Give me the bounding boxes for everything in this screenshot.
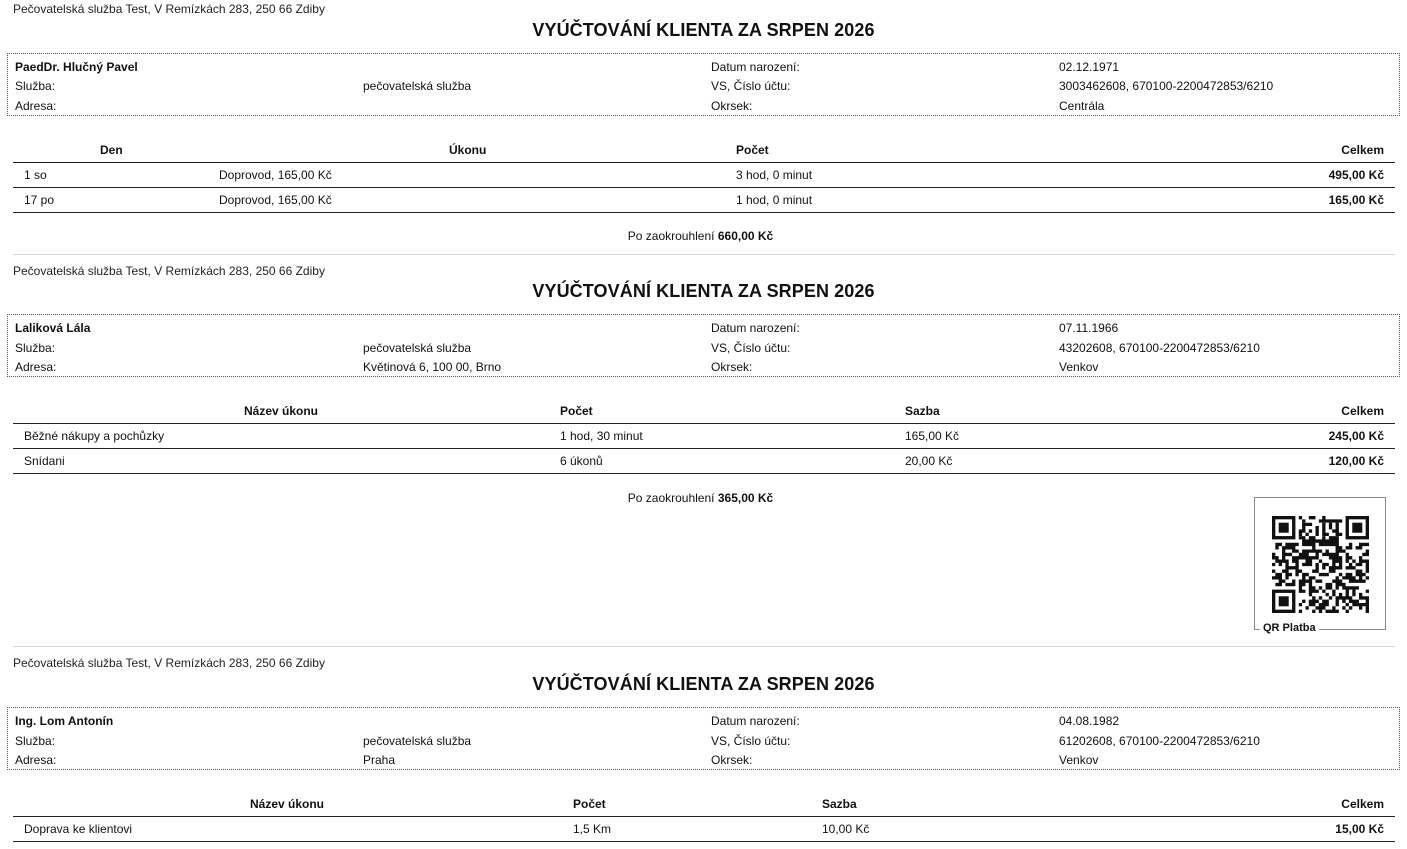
table-header (13, 399, 1395, 424)
col-header-day: Den (100, 143, 123, 157)
birth-label: Datum narození: (711, 60, 800, 74)
district-value: Venkov (1059, 753, 1099, 767)
statement-title: VYÚČTOVÁNÍ KLIENTA ZA SRPEN 2026 (532, 281, 875, 301)
col-header-total: Celkem (1341, 797, 1384, 811)
client-name: Laliková Lála (15, 321, 91, 335)
col-header-rate: Sazba (905, 404, 940, 418)
cell-count: 1 hod, 0 minut (736, 193, 813, 207)
section-divider (13, 254, 1395, 255)
col-header-total: Celkem (1341, 143, 1384, 157)
rounded-total (0, 491, 1401, 505)
cell-total: 245,00 Kč (1328, 429, 1384, 443)
col-header-task-name: Název úkonu (250, 797, 325, 811)
client-name: PaedDr. Hlučný Pavel (15, 60, 138, 74)
table-row (13, 449, 1395, 474)
org-line: Pečovatelská služba Test, V Remízkách 283, 250 66 Zdiby (13, 264, 325, 278)
birth-label: Datum narození: (711, 321, 800, 335)
cell-task-name: Snídani (24, 454, 65, 468)
rounded-label: Po zaokrouhlení (627, 491, 715, 505)
birth-value: 02.12.1971 (1059, 60, 1120, 74)
table-row (13, 188, 1395, 213)
cell-task-name: Doprava ke klientovi (24, 822, 133, 836)
cell-rate: 20,00 Kč (905, 454, 953, 468)
cell-count: 3 hod, 0 minut (736, 168, 813, 182)
address-label: Adresa: (15, 753, 57, 767)
service-label: Služba: (15, 341, 56, 355)
table-header (13, 792, 1395, 817)
birth-value: 04.08.1982 (1059, 714, 1120, 728)
cell-task: Doprovod, 165,00 Kč (219, 193, 332, 207)
col-header-rate: Sazba (822, 797, 857, 811)
birth-label: Datum narození: (711, 714, 800, 728)
service-label: Služba: (15, 79, 56, 93)
vs-value: 43202608, 670100-2200472853/6210 (1059, 341, 1260, 355)
address-label: Adresa: (15, 360, 57, 374)
client-name: Ing. Lom Antonín (15, 714, 114, 728)
statement-title: VYÚČTOVÁNÍ KLIENTA ZA SRPEN 2026 (532, 674, 875, 694)
address-label: Adresa: (15, 99, 57, 113)
col-header-total: Celkem (1341, 404, 1384, 418)
address-value: Praha (363, 753, 396, 767)
district-label: Okrsek: (711, 753, 753, 767)
client-info-box (7, 53, 1400, 116)
service-value: pečovatelská služba (363, 341, 472, 355)
rounded-label: Po zaokrouhlení (627, 229, 715, 243)
col-header-count: Počet (573, 797, 606, 811)
vs-label: VS, Číslo účtu: (711, 79, 791, 93)
vs-label: VS, Číslo účtu: (711, 734, 791, 748)
cell-day: 17 po (24, 193, 55, 207)
rounded-value: 660,00 Kč (717, 229, 774, 243)
table-header (13, 138, 1395, 163)
address-value: Květinová 6, 100 00, Brno (363, 360, 502, 374)
cell-total: 15,00 Kč (1335, 822, 1384, 836)
cell-count: 6 úkonů (560, 454, 603, 468)
col-header-count: Počet (560, 404, 593, 418)
col-header-task-name: Název úkonu (244, 404, 319, 418)
qr-payment-label: QR Platba (1260, 622, 1319, 634)
rounded-total (0, 229, 1401, 243)
client-info-box (7, 314, 1400, 377)
cell-total: 495,00 Kč (1328, 168, 1384, 182)
vs-value: 3003462608, 670100-2200472853/6210 (1059, 79, 1274, 93)
vs-value: 61202608, 670100-2200472853/6210 (1059, 734, 1260, 748)
cell-rate: 165,00 Kč (905, 429, 960, 443)
col-header-count: Počet (736, 143, 769, 157)
service-label: Služba: (15, 734, 56, 748)
cell-task-name: Běžné nákupy a pochůzky (24, 429, 165, 443)
table-row (13, 163, 1395, 188)
cell-total: 165,00 Kč (1328, 193, 1384, 207)
service-value: pečovatelská služba (363, 79, 472, 93)
client-info-box (7, 707, 1400, 770)
district-value: Centrála (1059, 99, 1105, 113)
birth-value: 07.11.1966 (1059, 321, 1119, 335)
cell-task: Doprovod, 165,00 Kč (219, 168, 332, 182)
table-row (13, 424, 1395, 449)
rounded-value: 365,00 Kč (717, 491, 774, 505)
col-header-task: Úkonu (449, 143, 487, 157)
statement-title: VYÚČTOVÁNÍ KLIENTA ZA SRPEN 2026 (532, 20, 875, 40)
district-value: Venkov (1059, 360, 1099, 374)
cell-count: 1,5 Km (573, 822, 612, 836)
cell-day: 1 so (24, 168, 47, 182)
cell-rate: 10,00 Kč (822, 822, 870, 836)
section-divider (13, 646, 1395, 647)
org-line: Pečovatelská služba Test, V Remízkách 283, 250 66 Zdiby (13, 2, 325, 16)
qr-code-icon (1272, 516, 1369, 613)
cell-total: 120,00 Kč (1328, 454, 1384, 468)
district-label: Okrsek: (711, 360, 753, 374)
org-line: Pečovatelská služba Test, V Remízkách 283, 250 66 Zdiby (13, 656, 325, 670)
cell-count: 1 hod, 30 minut (560, 429, 643, 443)
vs-label: VS, Číslo účtu: (711, 341, 791, 355)
service-value: pečovatelská služba (363, 734, 472, 748)
qr-payment-box (1254, 497, 1386, 634)
district-label: Okrsek: (711, 99, 753, 113)
table-row (13, 817, 1395, 842)
